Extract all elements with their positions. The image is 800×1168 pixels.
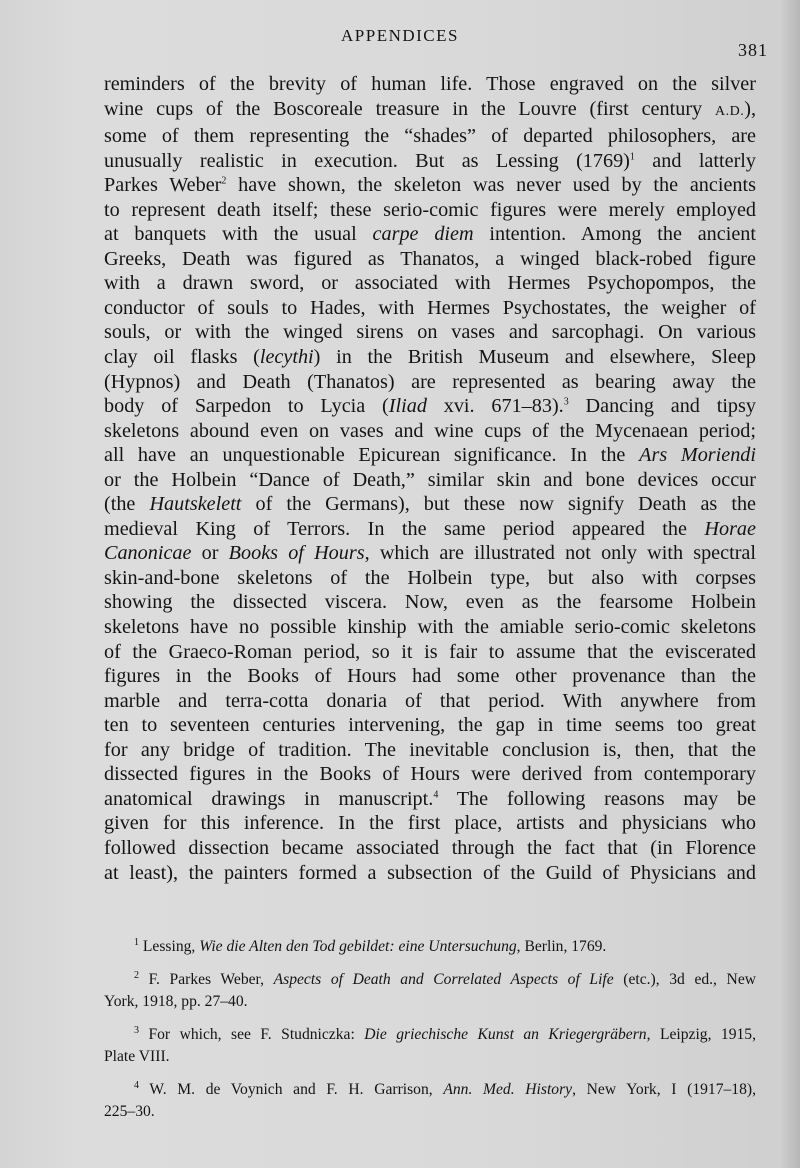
running-head: APPENDICES <box>341 26 459 45</box>
footnote-mark: 3 <box>134 1024 139 1036</box>
text-line: dissected figures in the Books of Hours were derived from contemporary <box>104 763 756 786</box>
footnote: $^3$ For which, see F. Studniczka: Die griechische Kunst an Kriegergräbern, Leipzig, 1915, Plate VIII. <box>104 1024 757 1065</box>
footnotes <box>104 936 756 1134</box>
text-line: at least), the painters formed a subsection of the Guild of Physicians and <box>104 861 756 884</box>
footnote-ref: 2 <box>221 175 227 187</box>
page-number: 381 <box>738 40 768 60</box>
text-line: Canonicae or Books of Hours, which are illustrated not only with spectral <box>104 542 756 565</box>
body-text <box>104 72 756 885</box>
text-line: all have an unquestionable Epicurean significance. In the Ars Moriendi <box>104 444 757 467</box>
text-line: (the Hautskelett of the Germans), but these now signify Death as the <box>104 493 756 516</box>
text-line: body of Sarpedon to Lycia (Iliad xvi. 671–83).$^3$ Dancing and tipsy <box>104 395 756 418</box>
text-line: with a drawn sword, or associated with Hermes Psychopompos, the <box>104 272 756 295</box>
text-line: souls, or with the winged sirens on vases and sarcophagi. On various <box>104 321 756 344</box>
footnote-ref: 4 <box>433 789 439 801</box>
text-line: anatomical drawings in manuscript.$^4$ The following reasons may be <box>104 787 756 810</box>
footnote-mark: 1 <box>134 936 139 948</box>
text-line: unusually realistic in execution. But as Lessing $(1769)^1$ and latterly <box>104 149 756 172</box>
footnote: $^1$ Lessing, Wie die Alten den Tod gebildet: eine Untersuchung, Berlin, 1769. <box>134 936 607 955</box>
text-line: (Hypnos) and Death (Thanatos) are represented as bearing away the <box>104 370 756 393</box>
text-line: for any bridge of tradition. The inevitable conclusion is, then, that the <box>104 738 756 761</box>
text-line: skeletons abound even on vases and wine cups of the Mycenaean period; <box>104 419 756 442</box>
text-line: some of them representing the “shades” of departed philosophers, are <box>104 125 756 148</box>
text-line: marble and terra-cotta donaria of that period. With anywhere from <box>104 689 756 712</box>
footnote-mark: 2 <box>134 969 139 981</box>
text-line: ten to seventeen centuries intervening, the gap in time seems too great <box>104 714 756 737</box>
text-line: given for this inference. In the first place, artists and physicians who <box>104 812 756 835</box>
footnote: $^2$ F. Parkes Weber, Aspects of Death and Correlated Aspects of Life (etc.), 3d ed., New York, 1918, pp. 27–40. <box>104 969 756 1010</box>
text-line: skeletons have no possible kinship with the amiable serio-comic skeletons <box>104 616 756 639</box>
text-line: Parkes Weber$^2$ have shown, the skeleton was never used by the ancients <box>104 174 756 197</box>
text-line: showing the dissected viscera. Now, even as the fearsome Holbein <box>104 591 756 614</box>
text-line: medieval King of Terrors. In the same period appeared the Horae <box>104 517 756 540</box>
text-line: of the Graeco-Roman period, so it is fair to assume that the eviscerated <box>104 640 756 663</box>
footnote: $^4$ W. M. de Voynich and F. H. Garrison, Ann. Med. History, New York, I (1917–18), 225–30. <box>104 1079 756 1120</box>
text-line: skin-and-bone skeletons of the Holbein type, but also with corpses <box>104 566 756 589</box>
text-line: at banquets with the usual carpe diem intention. Among the ancient <box>104 223 757 246</box>
text-line: clay oil flasks (lecythi) in the British Museum and elsewhere, Sleep <box>104 346 757 369</box>
text-line: to represent death itself; these serio-comic figures were merely employed <box>104 198 756 221</box>
text-line: conductor of souls to Hades, with Hermes Psychostates, the weigher of <box>104 296 756 319</box>
text-line: or the Holbein “Dance of Death,” similar skin and bone devices occur <box>104 468 756 491</box>
footnote-ref: 1 <box>629 150 635 162</box>
text-line: Greeks, Death was figured as Thanatos, a winged black-robed figure <box>104 247 756 270</box>
text-line: followed dissection became associated through the fact that (in Florence <box>104 836 756 859</box>
footnote-ref: 3 <box>563 396 569 408</box>
footnote-mark: 4 <box>134 1079 139 1091</box>
text-line: wine cups of the Boscoreale treasure in the Louvre (first century A.D.), <box>104 97 756 120</box>
page-edge-shadow <box>780 0 800 1168</box>
text-line: figures in the Books of Hours had some other provenance than the <box>104 665 756 688</box>
text-line: reminders of the brevity of human life. Those engraved on the silver <box>104 73 756 95</box>
